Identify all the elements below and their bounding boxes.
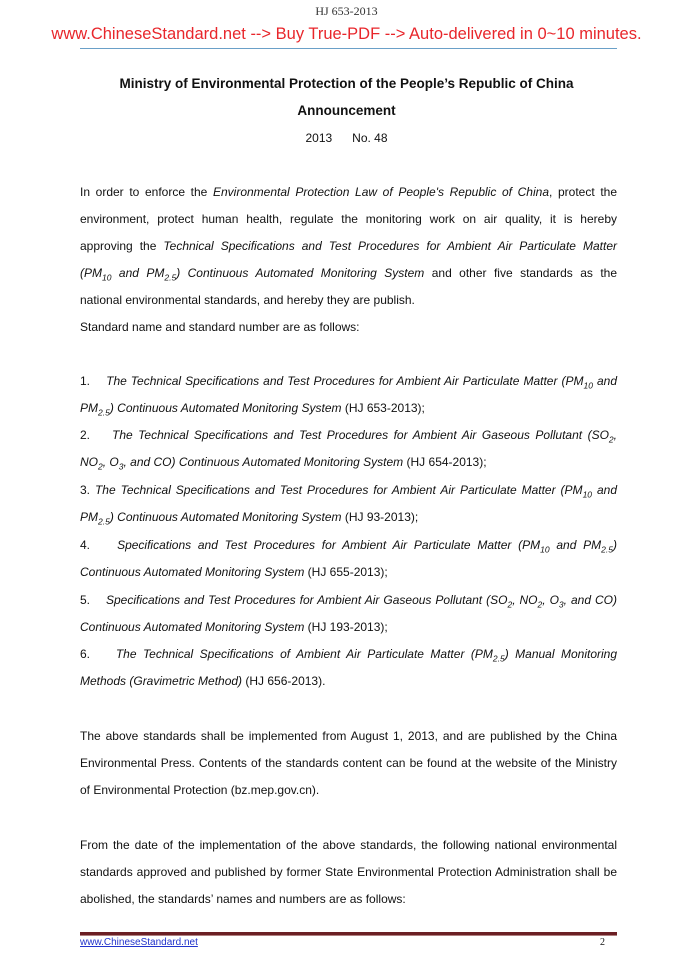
text-run: Continuous Automated Monitoring System <box>80 565 305 579</box>
text-run: (HJ 654-2013); <box>403 455 487 469</box>
text-run: 5. <box>80 593 106 607</box>
header-divider <box>80 48 617 49</box>
text-run: and <box>592 483 618 497</box>
text-run: The Technical Specifications and Test Procedures for Ambient Air Particulate Matter (PM <box>94 483 583 497</box>
subscript: 2.5 <box>98 407 110 418</box>
subscript: 2 <box>537 599 543 610</box>
text-run: 3. <box>80 483 95 497</box>
subscript: 2.5 <box>492 653 505 664</box>
text-run: 2. <box>80 428 112 442</box>
text-run: PM <box>80 401 98 415</box>
list-item-line <box>80 482 617 498</box>
implementation-paragraph-line <box>80 782 617 798</box>
text-run: Continuous Automated Monitoring System <box>80 620 305 634</box>
text-run: (HJ 193-2013); <box>304 620 388 634</box>
list-item-line <box>80 427 617 443</box>
list-item-line <box>80 400 617 416</box>
text-run: , NO <box>512 593 538 607</box>
text-run: Methods (Gravimetric Method) <box>80 674 243 688</box>
text-run: standards approved and published by former State Environmental Protection Administration shall be <box>80 865 617 879</box>
text-run: , and CO) Continuous Automated Monitoring System <box>123 455 404 469</box>
watermark-banner: www.ChineseStandard.net --> Buy True-PDF --> Auto-delivered in 0~10 minutes. <box>51 25 642 43</box>
list-item-line <box>80 619 617 635</box>
subscript: 10 <box>583 380 593 391</box>
text-run: The Technical Specifications of Ambient Air Particulate Matter (PM <box>115 647 493 661</box>
footer-divider <box>80 932 617 936</box>
text-run: ) <box>613 538 617 552</box>
text-run: , protect the <box>549 185 617 199</box>
text-run: ) Continuous Automated Monitoring System <box>176 266 425 280</box>
text-run: abolished, the standards’ names and numbers are as follows: <box>80 892 406 906</box>
subscript: 10 <box>102 272 112 283</box>
text-run: (HJ 655-2013); <box>304 565 388 579</box>
text-run: Environmental Protection Law of People's Republic of China <box>212 185 549 199</box>
text-run: , O <box>102 455 119 469</box>
subscript: 10 <box>582 489 593 500</box>
subscript: 2.5 <box>601 544 613 555</box>
text-run: and <box>592 374 617 388</box>
page-title: Ministry of Environmental Protection of the People’s Republic of China <box>119 76 574 91</box>
text-run: environment, protect human health, regulate the monitoring work on air quality, it is hereby <box>80 212 617 226</box>
text-run: (PM <box>80 266 102 280</box>
text-run: Technical Specifications and Test Procedures for Ambient Air Particulate Matter <box>163 239 617 253</box>
intro-paragraph-line <box>80 238 617 254</box>
page-number: 2 <box>600 937 605 948</box>
list-item-line <box>80 373 617 389</box>
list-item-line <box>80 537 617 553</box>
intro-paragraph-line <box>80 184 617 200</box>
text-run: of Environmental Protection (bz.mep.gov.cn). <box>80 783 320 797</box>
subscript: 3 <box>118 461 124 472</box>
list-item-line <box>80 646 617 662</box>
text-run: , and CO) <box>563 593 617 607</box>
text-run: In order to enforce the <box>80 185 213 199</box>
text-run: ) Manual Monitoring <box>504 647 617 661</box>
subscript: 2 <box>608 434 614 445</box>
text-run: Environmental Press. Contents of the standards content can be found at the website of the Ministry <box>80 756 617 770</box>
text-run: The Technical Specifications and Test Procedures for Ambient Air Gaseous Pollutant (SO <box>112 428 609 442</box>
list-item-line <box>80 454 617 470</box>
text-run: PM <box>80 510 98 524</box>
text-run: Specifications and Test Procedures for Ambient Air Gaseous Pollutant (SO <box>105 593 508 607</box>
text-run: Standard name and standard number are as follows: <box>80 320 360 334</box>
subscript: 10 <box>540 544 550 555</box>
footer-link[interactable]: www.ChineseStandard.net <box>80 937 198 948</box>
text-run: ) Continuous Automated Monitoring System <box>109 401 342 415</box>
text-run: 1. <box>80 374 107 388</box>
intro-paragraph-line <box>80 265 617 281</box>
text-run: The Technical Specifications and Test Procedures for Ambient Air Particulate Matter (PM <box>106 374 584 388</box>
text-run: (HJ 653-2013); <box>341 401 425 415</box>
subscript: 3 <box>558 599 564 610</box>
text-run: 6. <box>80 647 116 661</box>
text-run: , <box>613 428 617 442</box>
intro-paragraph-line <box>80 292 617 308</box>
announcement-number: 2013 No. 48 <box>305 131 388 145</box>
text-run: ) Continuous Automated Monitoring System <box>109 510 342 524</box>
intro-paragraph-line <box>80 211 617 227</box>
subscript: 2 <box>98 461 103 472</box>
text-run: (HJ 93-2013); <box>341 510 419 524</box>
text-run: and PM <box>549 538 602 552</box>
text-run: NO <box>80 455 98 469</box>
text-run: Specifications and Test Procedures for Ambient Air Particulate Matter (PM <box>117 538 541 552</box>
subscript: 2 <box>507 599 513 610</box>
implementation-paragraph-line <box>80 728 617 744</box>
list-item-line <box>80 673 617 689</box>
document-code: HJ 653-2013 <box>315 4 378 18</box>
text-run: and other five standards as the <box>424 266 617 280</box>
text-run: (HJ 656-2013). <box>242 674 326 688</box>
abolition-paragraph-line <box>80 864 617 880</box>
page-subtitle: Announcement <box>297 103 396 118</box>
abolition-paragraph-line <box>80 837 617 853</box>
subscript: 2.5 <box>164 272 177 283</box>
text-run: national environmental standards, and hereby they are publish. <box>80 293 415 307</box>
text-run: , O <box>542 593 559 607</box>
list-item-line <box>80 592 617 608</box>
text-run: The above standards shall be implemented from August 1, 2013, and are published by the China <box>80 729 617 743</box>
implementation-paragraph-line <box>80 755 617 771</box>
text-run: 4. <box>80 538 118 552</box>
list-item-line <box>80 564 617 580</box>
text-run: approving the <box>80 239 164 253</box>
text-run: From the date of the implementation of the above standards, the following national environmental <box>80 838 617 852</box>
subscript: 2.5 <box>98 516 110 527</box>
text-run: and PM <box>111 266 165 280</box>
list-intro-line <box>80 319 617 335</box>
list-item-line <box>80 509 617 525</box>
abolition-paragraph-line <box>80 891 617 907</box>
